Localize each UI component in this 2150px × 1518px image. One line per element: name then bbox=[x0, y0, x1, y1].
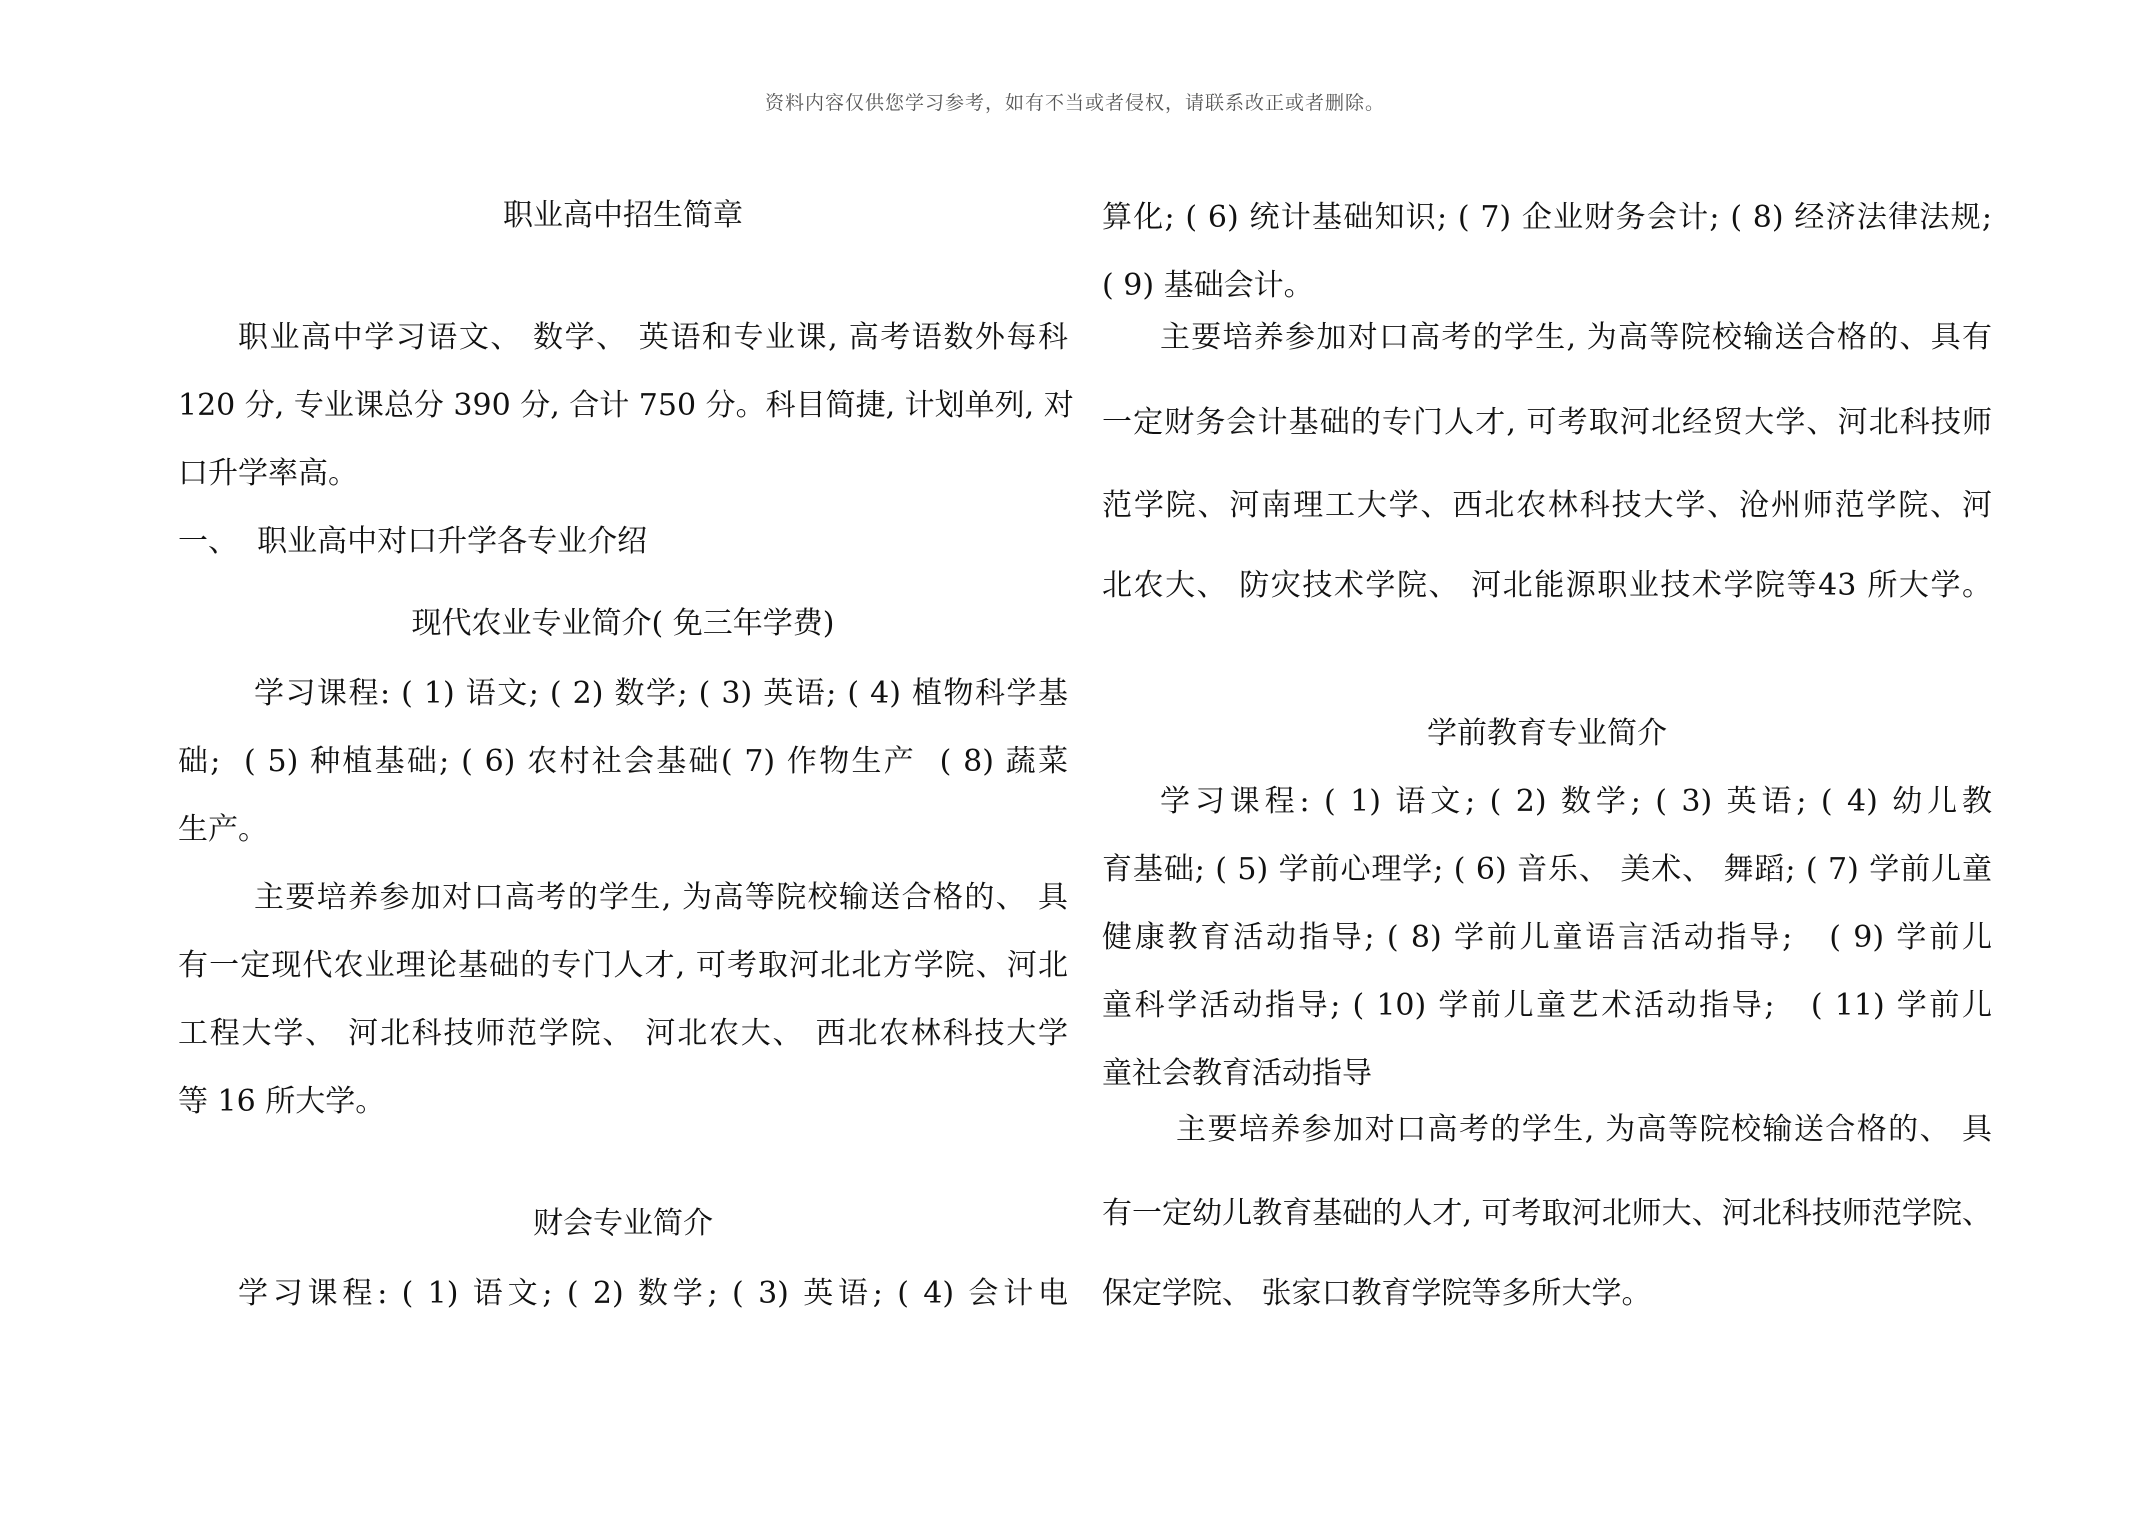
preschool-goal-line-2: 有一定幼儿教育基础的人才, 可考取河北师大、河北科技师范学院、 bbox=[1102, 1196, 1992, 1231]
agriculture-courses-line-3: 生产。 bbox=[178, 812, 268, 847]
intro-line-1: 职业高中学习语文、 数学、 英语和专业课, 高考语数外每科 bbox=[238, 320, 1068, 355]
intro-line-2: 120 分, 专业课总分 390 分, 合计 750 分。科目简捷, 计划单列, 对 bbox=[178, 388, 1074, 423]
agriculture-goal-line-2: 有一定现代农业理论基础的专门人才, 可考取河北北方学院、河北 bbox=[178, 948, 1068, 983]
preschool-courses-line-3: 健康教育活动指导; ( 8) 学前儿童语言活动指导; ( 9) 学前儿 bbox=[1102, 920, 1992, 955]
preschool-courses-line-2: 育基础; ( 5) 学前心理学; ( 6) 音乐、 美术、 舞蹈; ( 7) 学前儿童 bbox=[1102, 852, 1992, 887]
accounting-goal-line-2: 一定财务会计基础的专门人才, 可考取河北经贸大学、河北科技师 bbox=[1102, 405, 1992, 440]
agriculture-goal-line-3: 工程大学、 河北科技师范学院、 河北农大、 西北农林科技大学 bbox=[178, 1016, 1068, 1051]
agriculture-goal-line-4: 等 16 所大学。 bbox=[178, 1084, 386, 1119]
accounting-courses-line-2: 算化; ( 6) 统计基础知识; ( 7) 企业财务会计; ( 8) 经济法律法规; bbox=[1102, 200, 1992, 235]
document-title: 职业高中招生简章 bbox=[503, 198, 743, 233]
preschool-heading: 学前教育专业简介 bbox=[1427, 716, 1667, 751]
preschool-courses-line-1: 学习课程: ( 1) 语文; ( 2) 数学; ( 3) 英语; ( 4) 幼儿教 bbox=[1160, 784, 1992, 819]
accounting-heading: 财会专业简介 bbox=[533, 1206, 713, 1241]
preschool-courses-line-5: 童社会教育活动指导 bbox=[1102, 1056, 1372, 1091]
accounting-goal-line-1: 主要培养参加对口高考的学生, 为高等院校输送合格的、具有 bbox=[1160, 320, 1992, 355]
agriculture-goal-line-1: 主要培养参加对口高考的学生, 为高等院校输送合格的、 具 bbox=[254, 880, 1068, 915]
accounting-courses-line-3: ( 9) 基础会计。 bbox=[1102, 268, 1314, 303]
accounting-courses-line-1: 学习课程: ( 1) 语文; ( 2) 数学; ( 3) 英语; ( 4) 会计电 bbox=[238, 1276, 1068, 1311]
intro-line-3: 口升学率高。 bbox=[178, 456, 358, 491]
preschool-goal-line-3: 保定学院、 张家口教育学院等多所大学。 bbox=[1102, 1276, 1652, 1311]
accounting-goal-line-3: 范学院、河南理工大学、西北农林科技大学、沧州师范学院、河 bbox=[1102, 488, 1992, 523]
section-heading: 一、 职业高中对口升学各专业介绍 bbox=[178, 524, 648, 559]
agriculture-heading: 现代农业专业简介( 免三年学费) bbox=[411, 606, 835, 641]
accounting-goal-line-4: 北农大、 防灾技术学院、 河北能源职业技术学院等43 所大学。 bbox=[1102, 568, 1992, 603]
agriculture-courses-line-1: 学习课程: ( 1) 语文; ( 2) 数学; ( 3) 英语; ( 4) 植物科学基 bbox=[254, 676, 1068, 711]
preschool-courses-line-4: 童科学活动指导; ( 10) 学前儿童艺术活动指导; ( 11) 学前儿 bbox=[1102, 988, 1992, 1023]
agriculture-courses-line-2: 础; ( 5) 种植基础; ( 6) 农村社会基础( 7) 作物生产 ( 8) 蔬菜 bbox=[178, 744, 1068, 779]
watermark-text: 资料内容仅供您学习参考，如有不当或者侵权，请联系改正或者删除。 bbox=[764, 92, 1385, 114]
preschool-goal-line-1: 主要培养参加对口高考的学生, 为高等院校输送合格的、 具 bbox=[1176, 1112, 1992, 1147]
